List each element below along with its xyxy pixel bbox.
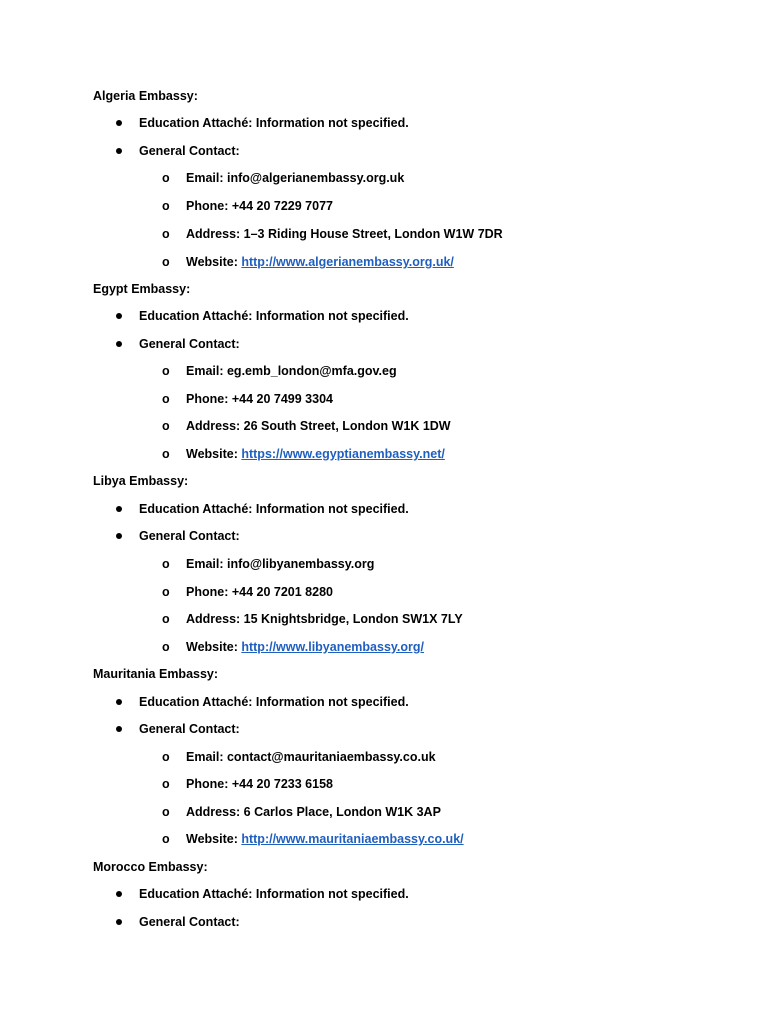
bullet-icon xyxy=(116,699,122,705)
sub-bullet-icon: o xyxy=(162,199,170,213)
email-text: Email: info@algerianembassy.org.uk xyxy=(186,171,405,185)
sub-bullet-icon: o xyxy=(162,585,170,599)
phone-algeria xyxy=(162,198,333,214)
sub-bullet-icon: o xyxy=(162,612,170,626)
address-egypt xyxy=(162,418,451,434)
general-contact-libya xyxy=(139,528,240,544)
general-contact-text: General Contact: xyxy=(139,722,240,736)
website-link-algeria[interactable]: http://www.algerianembassy.org.uk/ xyxy=(241,255,454,269)
education-attache-morocco xyxy=(139,886,409,902)
general-contact-egypt xyxy=(139,336,240,352)
email-algeria xyxy=(162,170,405,186)
website-egypt xyxy=(162,446,445,462)
sub-bullet-icon: o xyxy=(162,171,170,185)
phone-text: Phone: +44 20 7233 6158 xyxy=(186,777,333,791)
general-contact-text: General Contact: xyxy=(139,529,240,543)
education-attache-mauritania xyxy=(139,694,409,710)
general-contact-text: General Contact: xyxy=(139,337,240,351)
bullet-icon xyxy=(116,313,122,319)
website-algeria xyxy=(162,254,454,270)
website-label: Website: xyxy=(186,255,242,269)
sub-bullet-icon: o xyxy=(162,832,170,846)
address-libya xyxy=(162,611,463,627)
email-mauritania xyxy=(162,749,436,765)
general-contact-mauritania xyxy=(139,721,240,737)
address-text: Address: 1–3 Riding House Street, London W1W 7DR xyxy=(186,227,503,241)
education-attache-libya xyxy=(139,501,409,517)
bullet-icon xyxy=(116,919,122,925)
education-text: Education Attaché: Information not specified. xyxy=(139,502,409,516)
sub-bullet-icon: o xyxy=(162,557,170,571)
sub-bullet-icon: o xyxy=(162,805,170,819)
bullet-icon xyxy=(116,533,122,539)
email-text: Email: contact@mauritaniaembassy.co.uk xyxy=(186,750,436,764)
sub-bullet-icon: o xyxy=(162,419,170,433)
section-heading-algeria: Algeria Embassy: xyxy=(93,89,198,103)
bullet-icon xyxy=(116,506,122,512)
email-text: Email: info@libyanembassy.org xyxy=(186,557,375,571)
section-heading-egypt: Egypt Embassy: xyxy=(93,282,191,296)
address-text: Address: 6 Carlos Place, London W1K 3AP xyxy=(186,805,441,819)
phone-text: Phone: +44 20 7499 3304 xyxy=(186,392,333,406)
sub-bullet-icon: o xyxy=(162,364,170,378)
phone-libya xyxy=(162,584,333,600)
sub-bullet-icon: o xyxy=(162,750,170,764)
bullet-icon xyxy=(116,341,122,347)
education-text: Education Attaché: Information not specified. xyxy=(139,309,409,323)
website-label: Website: xyxy=(186,640,242,654)
section-heading-mauritania: Mauritania Embassy: xyxy=(93,667,219,681)
sub-bullet-icon: o xyxy=(162,392,170,406)
education-attache-egypt xyxy=(139,308,409,324)
education-text: Education Attaché: Information not specified. xyxy=(139,116,409,130)
bullet-icon xyxy=(116,120,122,126)
phone-text: Phone: +44 20 7201 8280 xyxy=(186,585,333,599)
address-text: Address: 26 South Street, London W1K 1DW xyxy=(186,419,451,433)
section-heading-libya: Libya Embassy: xyxy=(93,474,189,488)
website-label: Website: xyxy=(186,832,242,846)
website-mauritania xyxy=(162,831,464,847)
website-link-libya[interactable]: http://www.libyanembassy.org/ xyxy=(241,640,425,654)
phone-text: Phone: +44 20 7229 7077 xyxy=(186,199,333,213)
bullet-icon xyxy=(116,726,122,732)
phone-mauritania xyxy=(162,776,333,792)
general-contact-text: General Contact: xyxy=(139,144,240,158)
email-libya xyxy=(162,556,375,572)
sub-bullet-icon: o xyxy=(162,447,170,461)
website-libya xyxy=(162,639,425,655)
website-label: Website: xyxy=(186,447,242,461)
address-mauritania xyxy=(162,804,441,820)
email-text: Email: eg.emb_london@mfa.gov.eg xyxy=(186,364,397,378)
phone-egypt xyxy=(162,391,333,407)
section-heading-morocco: Morocco Embassy: xyxy=(93,860,208,874)
general-contact-text: General Contact: xyxy=(139,915,240,929)
education-text: Education Attaché: Information not specified. xyxy=(139,695,409,709)
email-egypt xyxy=(162,363,397,379)
education-text: Education Attaché: Information not specified. xyxy=(139,887,409,901)
bullet-icon xyxy=(116,891,122,897)
general-contact-morocco xyxy=(139,914,240,930)
general-contact-algeria xyxy=(139,143,240,159)
address-algeria xyxy=(162,226,503,242)
bullet-icon xyxy=(116,148,122,154)
sub-bullet-icon: o xyxy=(162,255,170,269)
website-link-egypt[interactable]: https://www.egyptianembassy.net/ xyxy=(241,447,445,461)
address-text: Address: 15 Knightsbridge, London SW1X 7LY xyxy=(186,612,463,626)
sub-bullet-icon: o xyxy=(162,227,170,241)
sub-bullet-icon: o xyxy=(162,777,170,791)
education-attache-algeria xyxy=(139,115,409,131)
sub-bullet-icon: o xyxy=(162,640,170,654)
website-link-mauritania[interactable]: http://www.mauritaniaembassy.co.uk/ xyxy=(241,832,464,846)
